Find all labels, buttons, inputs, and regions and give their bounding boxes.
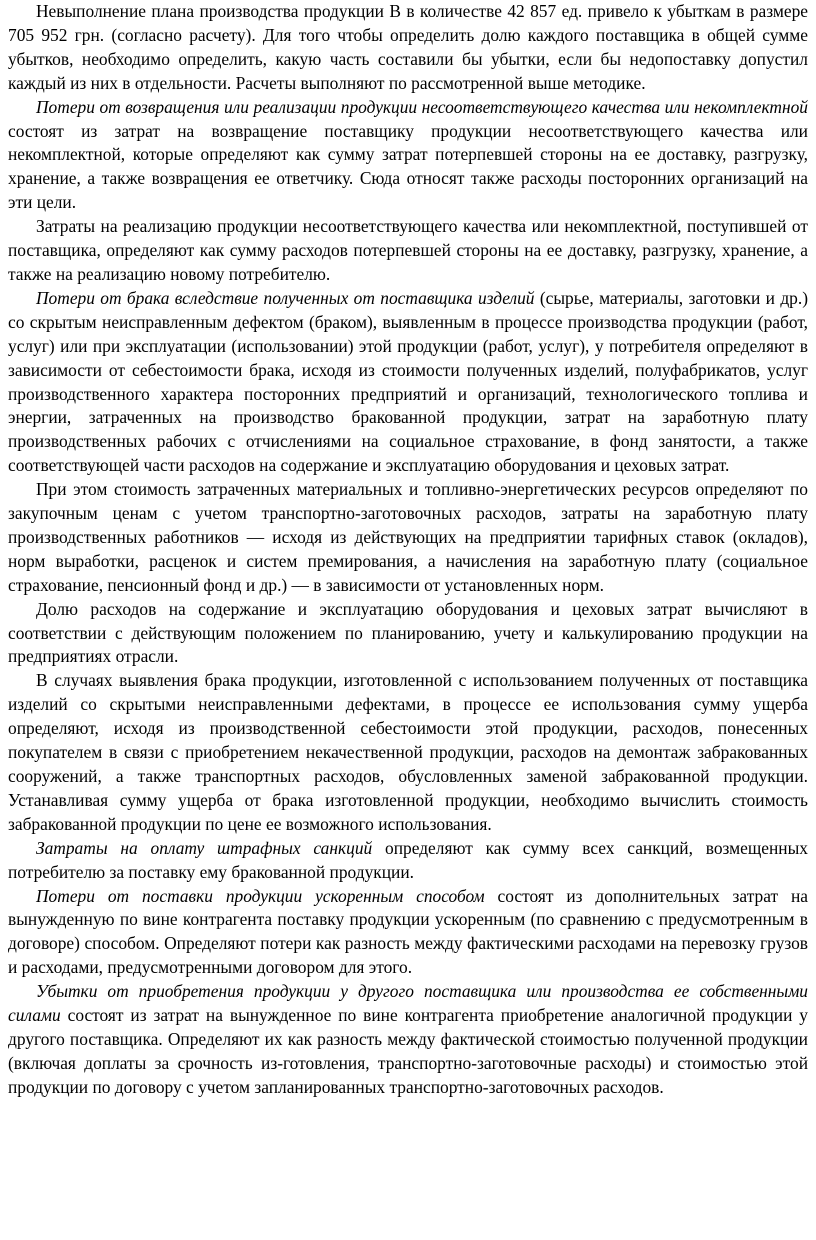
paragraph-expedited-delivery (8, 885, 808, 981)
paragraph-text: определяют как сумму всех санкций, возмещенных потребителю за поставку ему бракованной продукции. (8, 837, 808, 882)
paragraph-text: состоят из затрат на возвращение поставщику продукции несоответствующего качества или некомплектной, которые определяют как сумму затрат потерпевшей стороны на ее доставку, разгрузку, хранение, а также возвращения ее ответчику. Сюда относят также расходы посторонних организаций на эти цели. (8, 120, 808, 213)
paragraph-resource-costs (8, 478, 808, 598)
paragraph-lead-term: Потери от брака вследствие полученных от поставщика изделий (36, 287, 535, 308)
paragraph-text: При этом стоимость затраченных материальных и топливно-энергетических ресурсов определяют по закупочным ценам с учетом транспортно-заготовочных расходов, затраты на заработную плату производственных работников — исходя из действующих на предприятии тарифных ставок (окладов), норм выработки, расценок и систем премирования, а начисления на заработную плату (социальное страхование, пенсионный фонд и др.) — в зависимости от установленных норм. (8, 479, 808, 595)
paragraph-text: Долю расходов на содержание и эксплуатацию оборудования и цеховых затрат вычисляют в соответствии с действующим положением по планированию, учету и калькулированию продукции на предприятиях отрасли. (8, 598, 808, 667)
paragraph-text: состоят из дополнительных затрат на вынужденную по вине контрагента поставку продукции ускоренным (по сравнению с предусмотренным в договоре) способом. Определяют потери как разность между фактическими расходами на перевозку грузов и расходами, предусмотренными договором для этого. (8, 885, 808, 978)
paragraph-return-losses (8, 96, 808, 216)
paragraph-defect-losses (8, 287, 808, 478)
paragraph-text: состоят из затрат на вынужденное по вине контрагента приобретение аналогичной продукции у другого поставщика. Определяют их как разность между фактической стоимостью полученной продукции (включая доплаты за срочность из-готовления, транспортно-заготовочные расходы) и стоимостью этой продукции по договору с учетом запланированных транспортно-заготовочных расходов. (8, 1005, 808, 1097)
paragraph-lead-term: Затраты на оплату штрафных санкций (36, 837, 373, 858)
paragraph-lead-term: Убытки от приобретения продукции у другого поставщика или производства ее собственными силами (8, 981, 808, 1026)
paragraph-text: В случаях выявления брака продукции, изготовленной с использованием полученных от поставщика изделий со скрытыми неисправленными дефектами, в процессе ее использования сумму ущерба определяют, исходя из производственной себестоимости этой продукции, расходов, понесенных покупателем в связи с приобретением некачественной продукции, расходов на демонтаж забракованных сооружений, а также транспортных расходов, обусловленных заменой забракованной продукции. Устанавливая сумму ущерба от брака изготовленной продукции, необходимо вычислить стоимость забракованной продукции по цене ее возможного использования. (8, 670, 808, 834)
paragraph-penalty-costs (8, 837, 808, 885)
paragraph-lead-term: Потери от возвращения или реализации продукции несоответствующего качества или некомплектной (36, 96, 808, 117)
paragraph-text: Затраты на реализацию продукции несоответствующего качества или некомплектной, поступившей от поставщика, определяют как сумму расходов потерпевшей стороны на ее доставку, разгрузку, хранение, а также на реализацию новому потребителю. (8, 216, 808, 284)
paragraph-text: Невыполнение плана производства продукции В в количестве 42 857 ед. привело к убыткам в размере 705 952 грн. (согласно расчету). Для того чтобы определить долю каждого поставщика в общей сумме убытков, необходимо определить, какую часть составили бы убытки, если бы недопоставку допустил каждый из них в отдельности. Расчеты выполняют по рассмотренной выше методике. (8, 1, 808, 93)
paragraph-text: (сырье, материалы, заготовки и др.) со скрытым неисправленным дефектом (браком), выявленным в процессе производства продукции (работ, услуг) или при эксплуатации (использовании) этой продукции (работ, услуг), у потребителя определяют в зависимости от себестоимости брака, исходя из стоимости полученных изделий, полуфабрикатов, услуг производственного характера посторонних предприятий и организаций, технологического топлива и энергии, затраченных на производство бракованной продукции, затрат на заработную плату производственных рабочих с отчислениями на социальное страхование, в фонд занятости, а также соответствующей части расходов на содержание и эксплуатацию оборудования и цеховых затрат. (8, 287, 808, 476)
paragraph-equipment-share (8, 598, 808, 670)
paragraph-sale-costs (8, 215, 808, 287)
paragraph-lead-term: Потери от поставки продукции ускоренным способом (36, 885, 485, 906)
paragraph-defect-detection (8, 669, 808, 836)
paragraph-shortfall-losses (8, 0, 808, 96)
paragraph-alternative-supplier (8, 980, 808, 1100)
